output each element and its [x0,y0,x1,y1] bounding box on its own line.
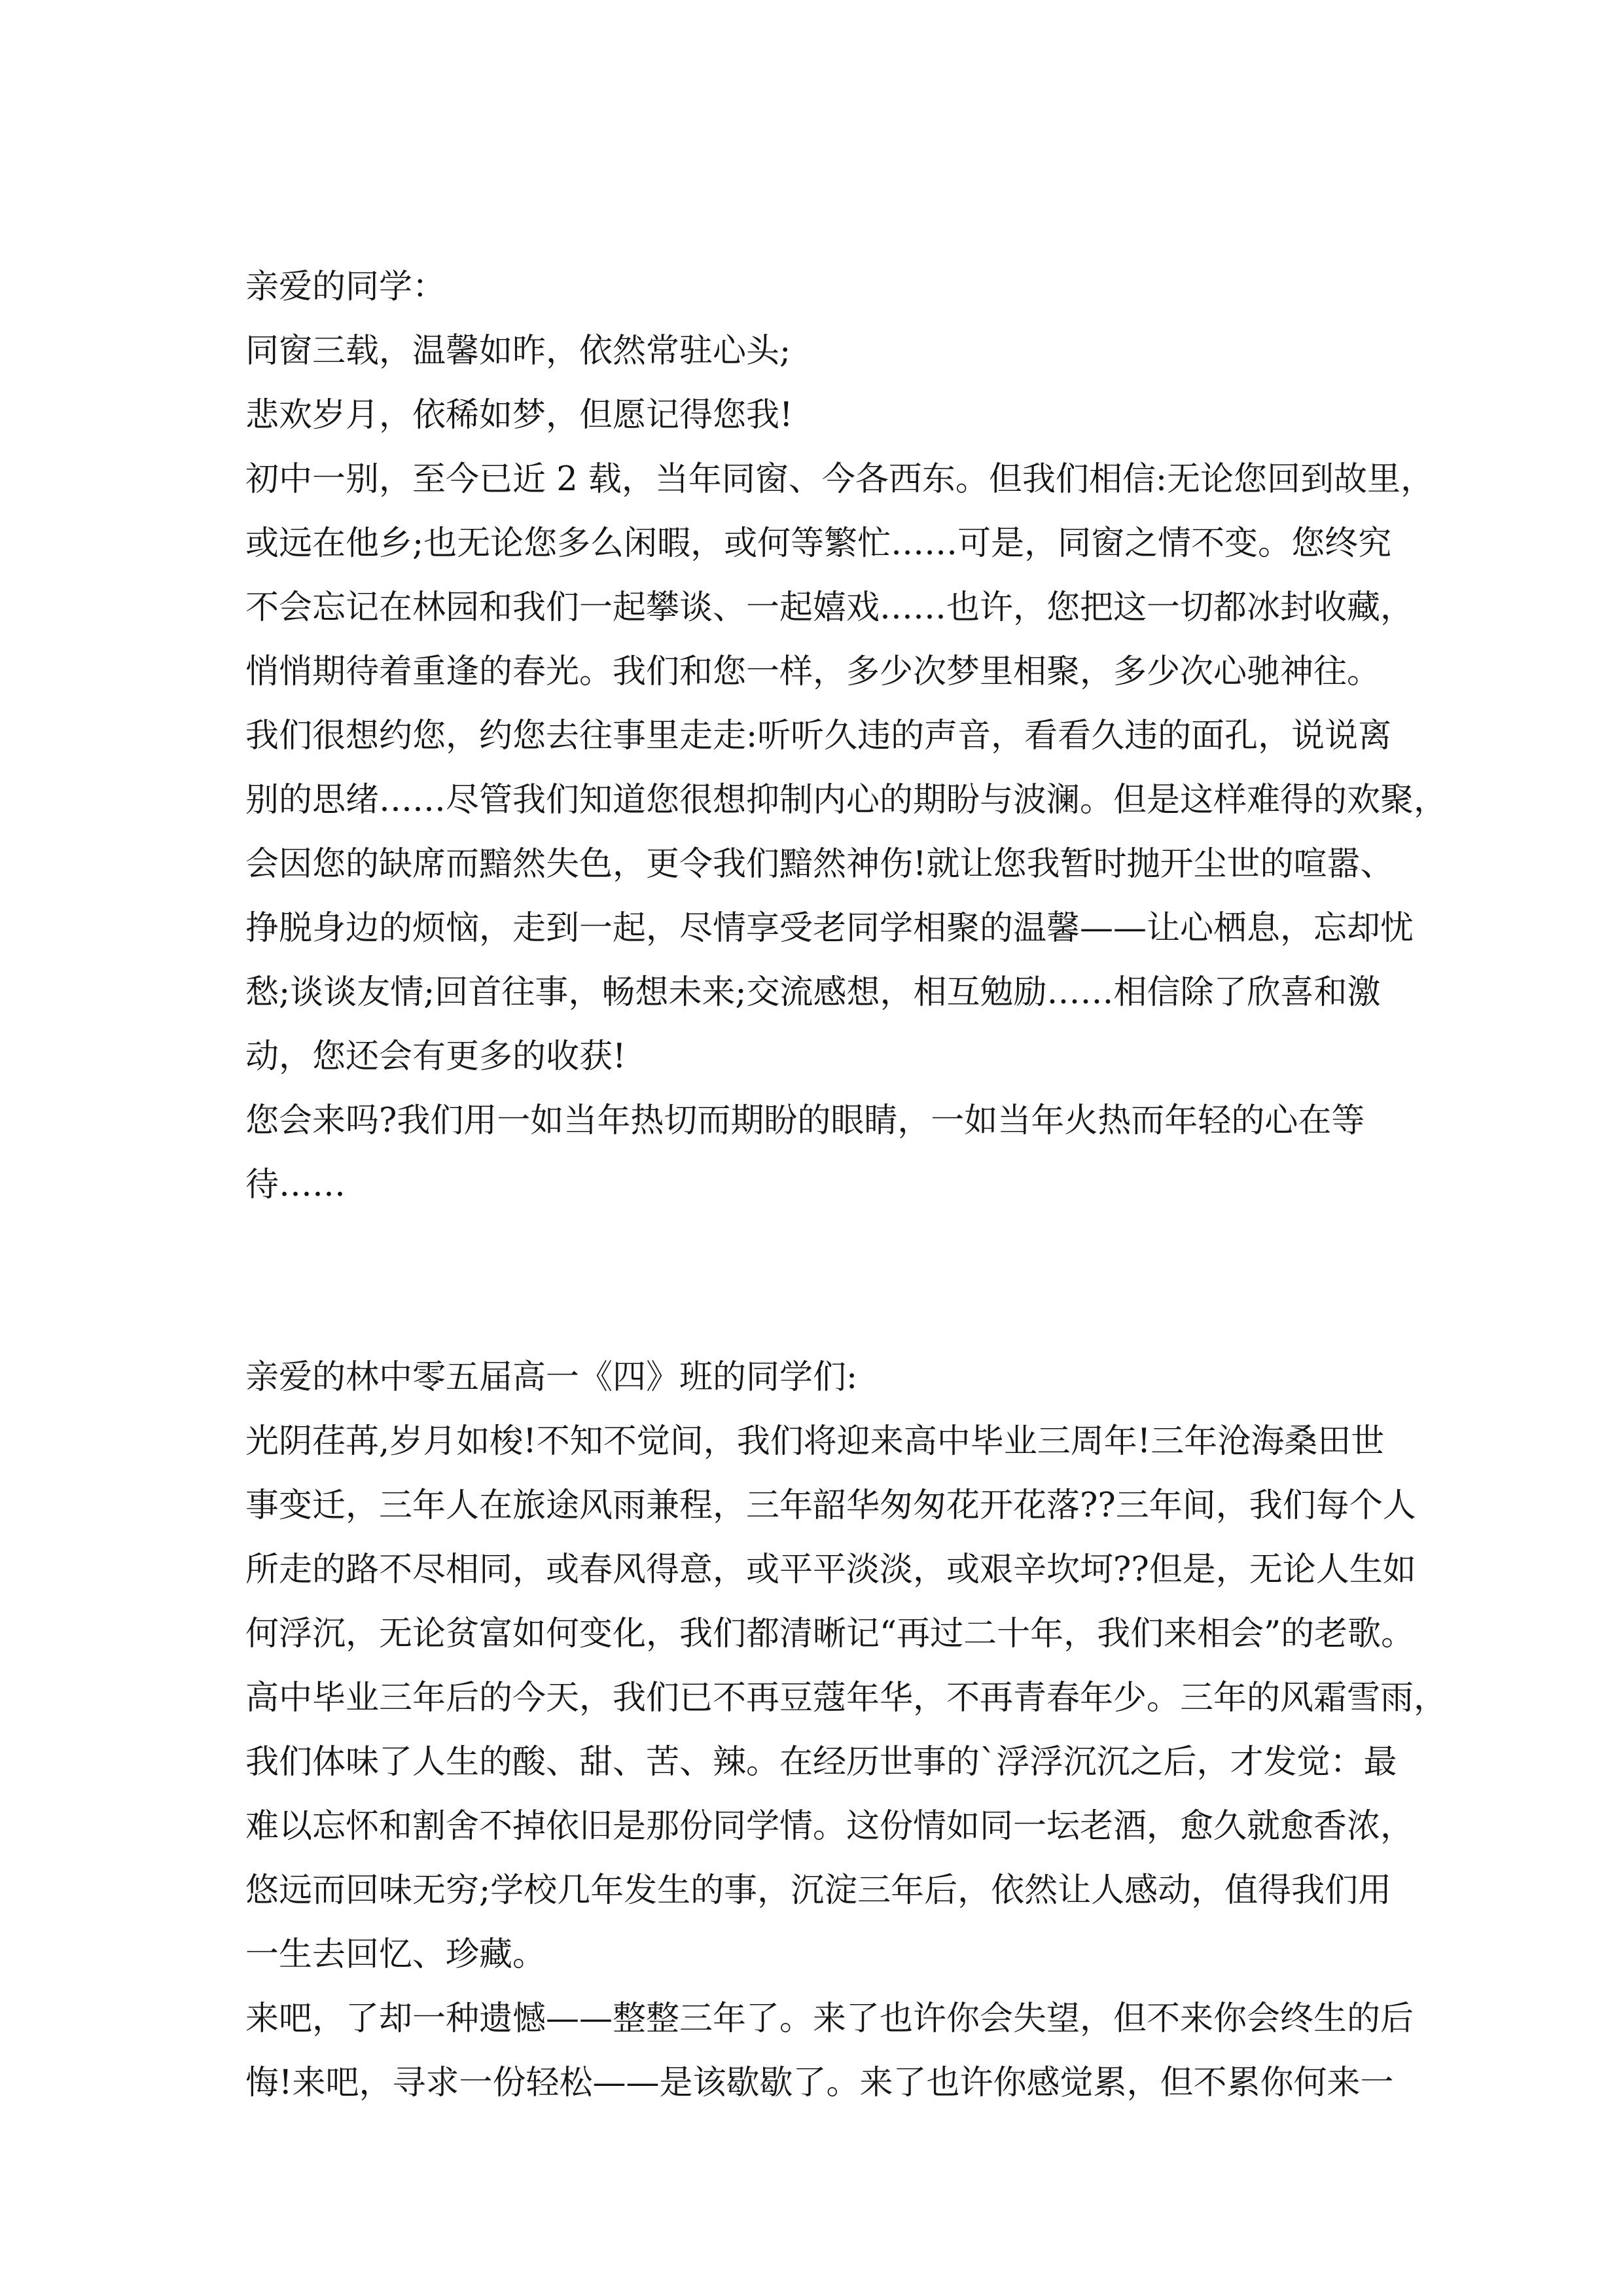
letter-2 [245,1346,1448,2115]
letter-1-line: 挣脱身边的烦恼，走到一起，尽情享受老同学相聚的温馨——让心栖息，忘却忧 [245,909,1414,948]
letter-2-line: 光阴荏苒,岁月如梭!不知不觉间，我们将迎来高中毕业三周年!三年沧海桑田世 [245,1422,1385,1461]
letter-2-line: 事变迁，三年人在旅途风雨兼程，三年韶华匆匆花开花落??三年间，我们每个人 [245,1486,1416,1525]
letter-2-line: 悔!来吧，寻求一份轻松——是该歇歇了。来了也许你感觉累，但不累你何来一 [245,2064,1394,2102]
letter-1-line: 或远在他乡;也无论您多么闲暇，或何等繁忙……可是，同窗之情不变。您终究 [245,524,1392,563]
letter-2-line: 所走的路不尽相同，或春风得意，或平平淡淡，或艰辛坎坷??但是，无论人生如 [245,1551,1416,1589]
letter-2-line: 我们体味了人生的酸、甜、苦、辣。在经历世事的`浮浮沉沉之后，才发觉：最 [245,1743,1397,1782]
letter-2-line: 一生去回忆、珍藏。 [245,1935,546,1974]
document-page [245,255,1448,2115]
letter-1-line: 待…… [245,1166,346,1204]
letter-1-line: 悲欢岁月，依稀如梦，但愿记得您我! [245,396,793,435]
letter-1-line: 不会忘记在林园和我们一起攀谈、一起嬉戏……也许，您把这一切都冰封收藏， [245,588,1414,627]
letter-2-line: 悠远而回味无穷;学校几年发生的事，沉淀三年后，依然让人感动，值得我们用 [245,1871,1392,1910]
letter-1-line: 愁;谈谈友情;回首往事，畅想未来;交流感想，相互勉励……相信除了欣喜和激 [245,973,1381,1012]
letter-1 [245,255,1448,1217]
letter-1-line: 您会来吗?我们用一如当年热切而期盼的眼睛，一如当年火热而年轻的心在等 [245,1102,1365,1140]
letter-1-greeting: 亲爱的同学： [245,268,446,306]
letter-1-line: 动，您还会有更多的收获! [245,1037,626,1076]
letter-1-line: 别的思绪……尽管我们知道您很想抑制内心的期盼与波澜。但是这样难得的欢聚， [245,781,1448,819]
letter-1-line: 初中一别，至今已近 2 载，当年同窗、今各西东。但我们相信:无论您回到故里， [245,460,1435,499]
letter-2-line: 何浮沉，无论贫富如何变化，我们都清晰记“再过二十年，我们来相会”的老歌。 [245,1615,1415,1653]
section-spacer [245,1217,1397,1346]
letter-2-line: 来吧，了却一种遗憾——整整三年了。来了也许你会失望，但不来你会终生的后 [245,2000,1414,2038]
letter-1-line: 同窗三载，温馨如昨，依然常驻心头; [245,332,791,370]
letter-2-greeting: 亲爱的林中零五届高一《四》班的同学们: [245,1358,858,1397]
letter-2-line: 高中毕业三年后的今天，我们已不再豆蔻年华，不再青春年少。三年的风霜雪雨， [245,1679,1448,1717]
letter-1-line: 会因您的缺席而黯然失色，更令我们黯然神伤!就让您我暂时抛开尘世的喧嚣、 [245,845,1394,884]
letter-1-line: 我们很想约您，约您去往事里走走:听听久违的声音，看看久违的面孔，说说离 [245,717,1392,755]
letter-2-line: 难以忘怀和割舍不掉依旧是那份同学情。这份情如同一坛老酒，愈久就愈香浓， [245,1807,1414,1846]
letter-1-line: 悄悄期待着重逢的春光。我们和您一样，多少次梦里相聚，多少次心驰神往。 [245,653,1381,691]
